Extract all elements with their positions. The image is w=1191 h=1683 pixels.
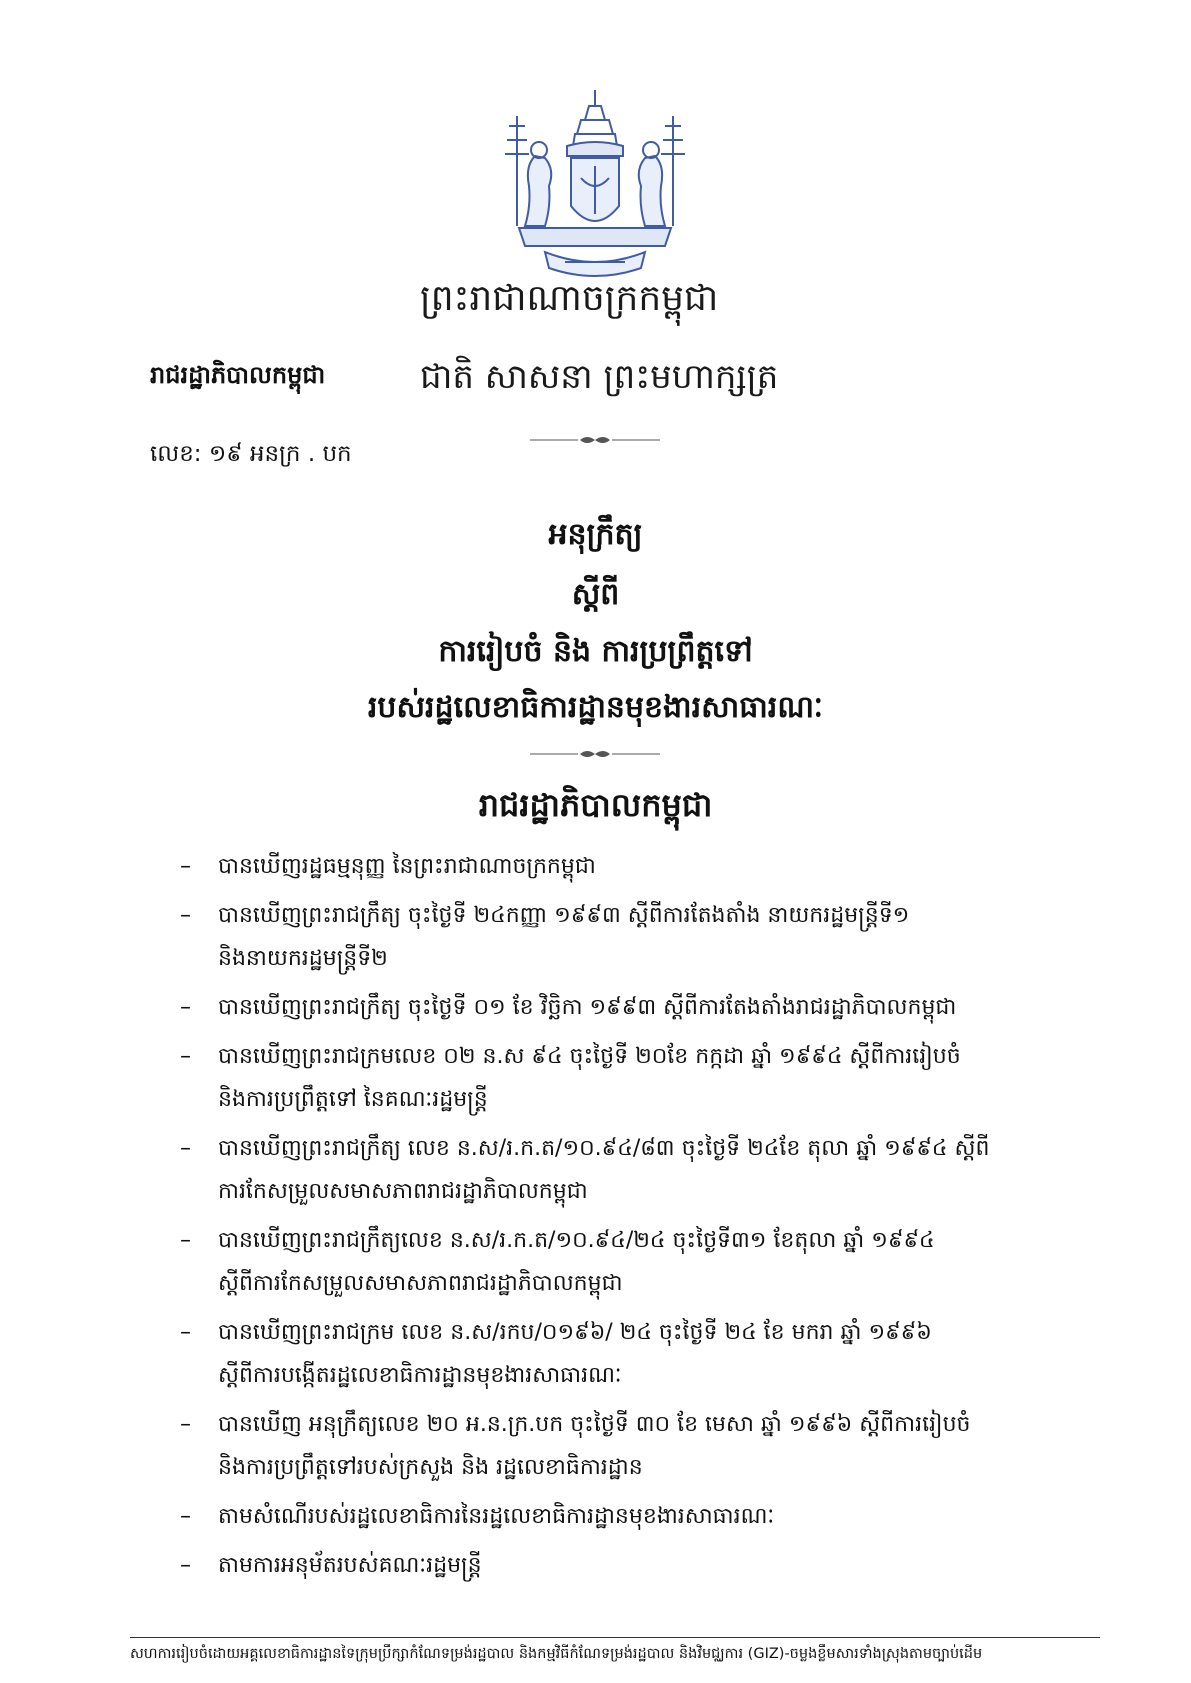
list-dash: – [180, 1412, 191, 1437]
list-dash: – [180, 1504, 191, 1529]
list-item-text: និងការប្រព្រឹត្តទៅរបស់ក្រសួង និង រដ្ឋលេខាធិការដ្ឋាន [218, 1455, 643, 1480]
list-item-text: បានឃើញព្រះរាជក្រម លេខ ន.ស/រកប/០១៩៦/ ២៤ ចុះថ្ងៃទី ២៤ ខែ មករា ឆ្នាំ ១៩៩៦ [218, 1320, 932, 1345]
ornament-divider [530, 747, 660, 761]
list-dash: – [180, 1553, 191, 1578]
kingdom-title: ព្រះរាជាណាចក្រកម្ពុជា [420, 278, 719, 319]
list-item-text: ស្តីពីការកែសម្រួលសមាសភាពរាជរដ្ឋាភិបាលកម្ពុជា [218, 1271, 623, 1296]
list-dash: – [180, 1136, 191, 1161]
government-label: រាជរដ្ឋាភិបាលកម្ពុជា [150, 361, 326, 389]
title-subject-line1: ការរៀបចំ និង ការប្រព្រឹត្តទៅ [438, 634, 753, 669]
list-item-text: ស្តីពីការបង្កើតរដ្ឋលេខាធិការដ្ឋានមុខងារសាធារណៈ [218, 1363, 622, 1388]
list-item-text: និងនាយករដ្ឋមន្ត្រីទី២ [218, 946, 388, 971]
list-item-text: បានឃើញព្រះរាជក្រឹត្យ ចុះថ្ងៃទី ០១ ខែ វិច្ឆិកា ១៩៩៣ ស្តីពីការតែងតាំងរាជរដ្ឋាភិបាលកម្ពុជា [218, 995, 957, 1020]
list-item-text: តាមការអនុម័តរបស់គណៈរដ្ឋមន្ត្រី [218, 1553, 482, 1578]
list-dash: – [180, 1320, 191, 1345]
list-item [180, 1544, 1040, 1587]
list-item [180, 1219, 1040, 1305]
title-subject-line2: របស់រដ្ឋលេខាធិការដ្ឋានមុខងារសាធារណៈ [367, 690, 824, 725]
list-dash: – [180, 854, 191, 879]
considerations-list [180, 845, 1040, 1593]
list-item [180, 1035, 1040, 1121]
list-item-text: បានឃើញរដ្ឋធម្មនុញ្ញ នៃព្រះរាជាណាចក្រកម្ពុជា [218, 854, 596, 879]
list-dash: – [180, 1044, 191, 1069]
royal-emblem [505, 86, 685, 281]
list-item [180, 1311, 1040, 1397]
list-item [180, 1495, 1040, 1538]
ornament-divider [530, 433, 660, 447]
document-type-title: អនុក្រឹត្យ [548, 517, 643, 552]
list-dash: – [180, 903, 191, 928]
list-item-text: ការកែសម្រួលសមាសភាពរាជរដ្ឋាភិបាលកម្ពុជា [218, 1179, 588, 1204]
footer-note: សហការរៀបចំដោយអគ្គលេខាធិការដ្ឋានទៃក្រុមប្រឹក្សាកំណែទម្រង់រដ្ឋបាល និងកម្មវិធីកំណែទម្រង់រដ្ឋបាល និងវិមជ្ឈការ (GIZ)-ចម្លងខ្លឹមសារទាំងស្រុងតាមច្បាប់ដើម [130, 1646, 983, 1662]
list-item-text: តាមសំណើរបស់រដ្ឋលេខាធិការនៃរដ្ឋលេខាធិការដ្ឋានមុខងារសាធារណៈ [218, 1504, 775, 1529]
list-item [180, 894, 1040, 980]
list-item [180, 986, 1040, 1029]
title-about: ស្តីពី [571, 577, 620, 612]
list-item-text: បានឃើញព្រះរាជក្រឹត្យលេខ ន.ស/រ.ក.ត/១០.៩៤/២៤ ចុះថ្ងៃទី៣១ ខែតុលា ឆ្នាំ ១៩៩៤ [218, 1228, 935, 1253]
national-motto: ជាតិ សាសនា ព្រះមហាក្សត្រ [420, 357, 779, 397]
list-dash: – [180, 995, 191, 1020]
list-item [180, 1403, 1040, 1489]
list-item [180, 1127, 1040, 1213]
list-item-text: បានឃើញព្រះរាជក្រឹត្យ ចុះថ្ងៃទី ២៤កញ្ញា ១៩៩៣ ស្តីពីការតែងតាំង នាយករដ្ឋមន្ត្រីទី១ [218, 903, 910, 928]
list-item-text: បានឃើញ អនុក្រឹត្យលេខ ២០ អ.ន.ក្រ.បក ចុះថ្ងៃទី ៣០ ខែ មេសា ឆ្នាំ ១៩៩៦ ស្តីពីការរៀបចំ [218, 1412, 971, 1437]
list-item-text: និងការប្រព្រឹត្តទៅ នៃគណៈរដ្ឋមន្ត្រី [218, 1087, 488, 1112]
footer-divider [130, 1637, 1100, 1638]
reference-number: លេខ: ១៩ អនក្រ . បក [150, 441, 352, 467]
list-item [180, 845, 1040, 888]
government-heading: រាជរដ្ឋាភិបាលកម្ពុជា [478, 786, 713, 824]
list-dash: – [180, 1228, 191, 1253]
list-item-text: បានឃើញព្រះរាជក្រឹត្យ លេខ ន.ស/រ.ក.ត/១០.៩៤/៨៣ ចុះថ្ងៃទី ២៤ខែ តុលា ឆ្នាំ ១៩៩៤ ស្តីពី [218, 1136, 990, 1161]
list-item-text: បានឃើញព្រះរាជក្រមលេខ ០២ ន.ស ៩៤ ចុះថ្ងៃទី ២០ខែ កក្កដា ឆ្នាំ ១៩៩៤ ស្តីពីការរៀបចំ [218, 1044, 961, 1069]
